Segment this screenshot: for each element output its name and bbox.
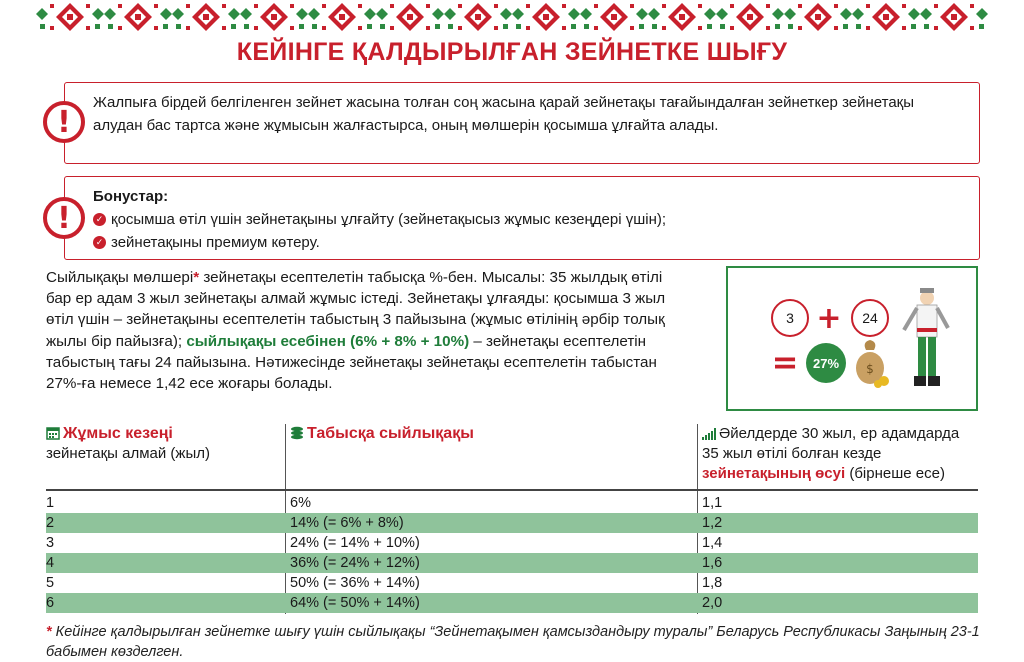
plus-sign: + (816, 301, 842, 336)
equals-sign: = (771, 343, 799, 381)
column-title: Табысқа сыйлықақы (307, 425, 474, 442)
table-row (46, 593, 978, 613)
footnote-text: Кейінге қалдырылған зейнетке шығу үшін сыйлықақы “Зейнетақымен қамсыздандыру туралы” Беларусь Республикасы Заңының 23-1 бабымен көзделген. (46, 624, 980, 660)
cell-years: 2 (46, 515, 55, 531)
column-title: Жұмыс кезеңі (63, 425, 173, 442)
table-row (46, 553, 978, 573)
cell-premium: 50% (= 36% + 14%) (290, 575, 420, 591)
header-divider (46, 489, 978, 491)
column-title: Әйелдерде 30 жыл, ер адамдарда 35 жыл өтілі болған кезде (702, 425, 960, 462)
cell-growth: 2,0 (702, 595, 723, 611)
notice-text: Жалпыға бірдей белгіленген зейнет жасына толған соң жасына қарай зейнетақы тағайындалған зейнеткер зейнетақы алудан бас тартса және жұмысын жалғастырса, оның мөлшерін қосымша ұлғайта алады. (93, 94, 915, 134)
table-row (46, 533, 978, 553)
explanation-paragraph (46, 267, 686, 394)
man-figure-icon (904, 288, 948, 386)
cell-years: 1 (46, 495, 55, 511)
paragraph-text: зейнетақы есептелетін табысқа %-бен. Мысалы: 35 жылдық өтілі бар ер адам 3 жыл зейнетақы алмай жұмыс істеді. Зейнетақы ұлғаяды: қосымша 3 жыл өтіл үшін – зейнетақыны есептелетін табыстың 3 пайызына (жұмыс өтілінің әрбір толық жылы бір пайызға); (46, 269, 666, 350)
calculation-illustration (726, 266, 978, 411)
calendar-icon (46, 426, 60, 440)
cell-growth: 1,2 (702, 515, 723, 531)
table-header (46, 424, 978, 486)
illustration-left-value: 3 (786, 310, 794, 326)
bonus-item-text: зейнетақыны премиум көтеру. (111, 234, 320, 251)
table-row (46, 513, 978, 533)
cell-premium: 24% (= 14% + 10%) (290, 535, 420, 551)
footnote-asterisk: * (193, 269, 200, 286)
cell-growth: 1,6 (702, 555, 723, 571)
notice-box-bonuses (57, 176, 980, 260)
ornament-border (36, 0, 988, 34)
column-title-tail: (бірнеше есе) (845, 465, 945, 482)
table-row (46, 493, 978, 513)
money-bag-icon (856, 340, 889, 388)
cell-years: 6 (46, 595, 55, 611)
paragraph-text: – зейнетақы есептелетін табыстың тағы 24 пайызына. Нәтижесінде зейнетақы зейнетақы есептелетін табыстан 27%-ға немесе 1,42 есе жоғары болады. (46, 332, 657, 393)
coins-stack-icon (290, 426, 304, 440)
cell-premium: 6% (290, 495, 311, 511)
exclamation-icon: ! (43, 197, 85, 239)
paragraph-highlight: сыйлықақы есебінен (6% + 8% + 10%) (186, 332, 470, 350)
column-header-premium (290, 424, 690, 444)
notice-box-refusal (57, 82, 980, 164)
table-row (46, 573, 978, 593)
exclamation-icon: ! (43, 101, 85, 143)
footnote (46, 622, 986, 662)
paragraph-text: Сыйлықақы мөлшері (46, 269, 194, 286)
cell-years: 3 (46, 535, 55, 551)
signal-bars-icon (702, 428, 716, 440)
cell-growth: 1,4 (702, 535, 723, 551)
cell-years: 5 (46, 575, 55, 591)
column-title-highlight: зейнетақының өсуі (702, 465, 846, 482)
illustration-graphic (728, 268, 976, 409)
cell-premium: 64% (= 50% + 14%) (290, 595, 420, 611)
bonus-item (93, 231, 965, 254)
check-circle-icon: ✓ (93, 236, 106, 249)
illustration-right-value: 24 (862, 310, 878, 326)
cell-years: 4 (46, 555, 55, 571)
column-subtitle: зейнетақы алмай (жыл) (46, 445, 210, 462)
page-title: КЕЙІНГЕ ҚАЛДЫРЫЛҒАН ЗЕЙНЕТКЕ ШЫҒУ (236, 38, 788, 66)
cell-growth: 1,8 (702, 575, 723, 591)
svg-text:$: $ (866, 362, 874, 376)
cell-premium: 14% (= 6% + 8%) (290, 515, 404, 531)
column-header-growth (702, 424, 978, 484)
footnote-asterisk: * (46, 624, 52, 640)
bonus-item-text: қосымша өтіл үшін зейнетақыны ұлғайту (зейнетақысыз жұмыс кезеңдері үшін); (111, 211, 667, 228)
cell-premium: 36% (= 24% + 12%) (290, 555, 420, 571)
column-header-period (46, 424, 276, 464)
check-circle-icon: ✓ (93, 213, 106, 226)
bonus-heading: Бонустар: (93, 188, 169, 205)
illustration-result: 27% (812, 356, 840, 371)
cell-growth: 1,1 (702, 495, 723, 511)
bonus-item (93, 208, 965, 231)
